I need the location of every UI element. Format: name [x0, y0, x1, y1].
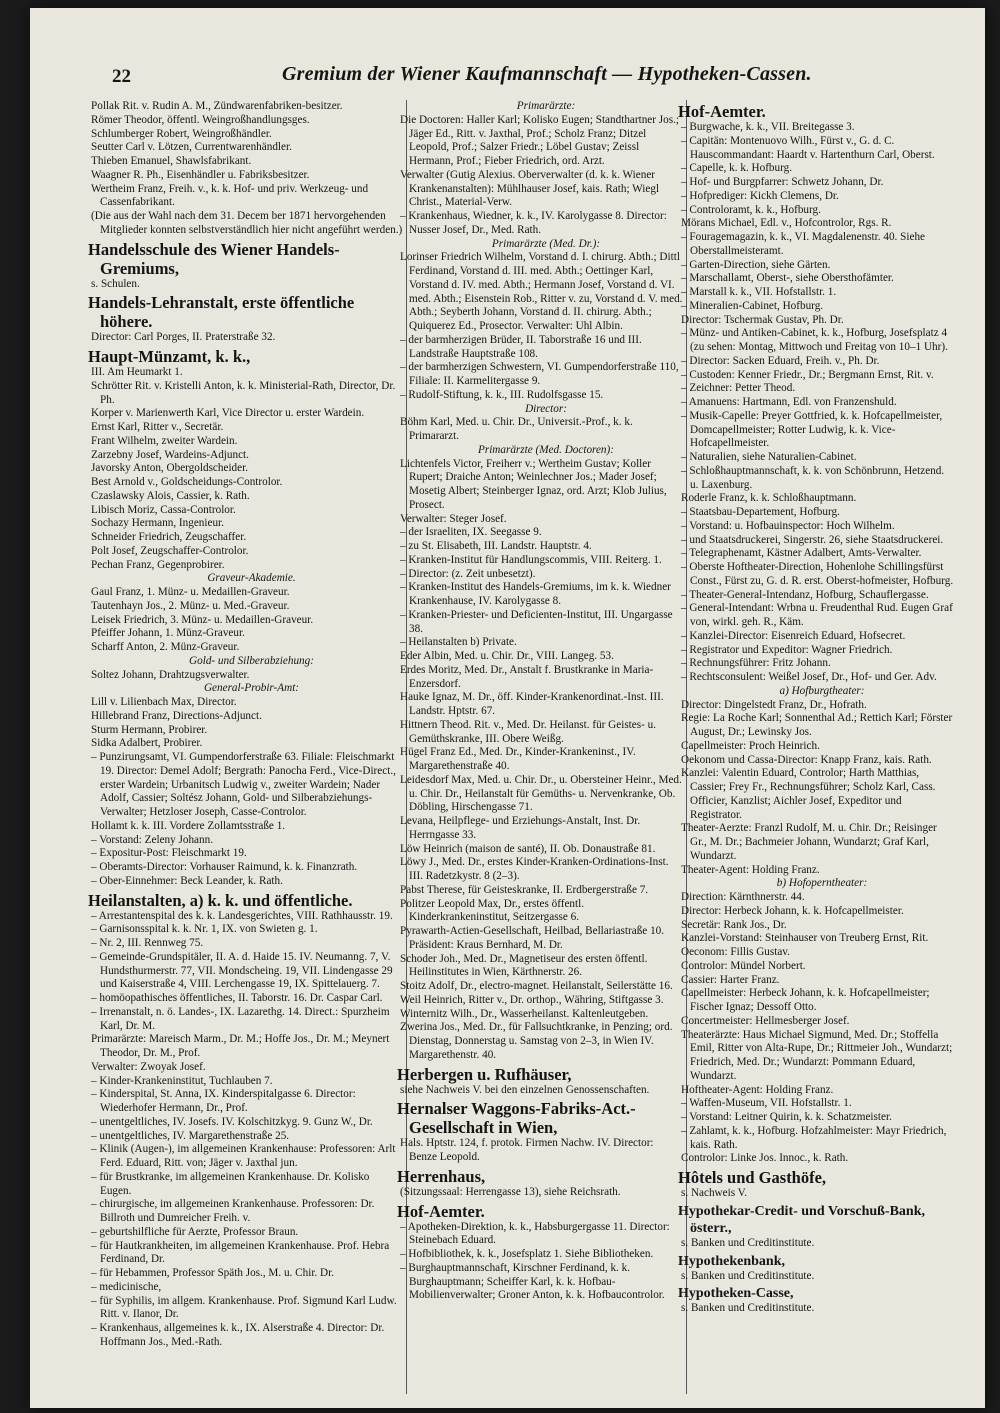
directory-entry: – Klinik (Augen-), im allgemeinen Krankenhause: Professoren: Arlt Ferd. Eduard, Ritt. von; Jäger v. Jaxthal jun. — [91, 1143, 396, 1169]
directory-note: Ernst Karl, Ritter v., Secretär. — [91, 421, 224, 433]
directory-entry: Theaterärzte: Haus Michael Sigmund, Med. Dr.; Stoffella Emil, Ritter von Alta-Rupe, Dr.; Rittmeier Joh., Wundarzt; Friedrich, Med. Dr.; Wundarzt: Pommann Eduard, Wundarzt. — [681, 1028, 953, 1082]
section-heading: Hof-Aemter. — [397, 1201, 485, 1221]
directory-entry: Stoitz Adolf, Dr., electro-magnet. Heilanstalt, Seilerstätte 16. — [400, 980, 673, 992]
directory-entry: Lorinser Friedrich Wilhelm, Vorstand d. I. chirurg. Abth.; Dittl Ferdinand, Vorstand d. III. med. Abth.; Oettinger Karl, Vorstand d. IV. med. Abth.; Hermann Josef, Vorstand d. VI. med. Abth.; Eisenstein Rob., Ritter v. zu, Vorstand d. V. med. Abth.; Seyberth Johann, Vorstand d. II. chirurg. Abth.; Quiquerez Ed., Prosector. Verwalter: Uhl Albin. — [400, 251, 683, 332]
directory-note: Seutter Carl v. Lötzen, Currentwarenhändler. — [91, 141, 292, 154]
directory-entry: Theater-Agent: Holding Franz. — [681, 863, 820, 876]
directory-entry: Schoder Joh., Med. Dr., Magnetiseur des ersten öffentl. Heilinstitutes in Wien, Kärthnerstr. 26. — [400, 952, 648, 979]
directory-note: Frant Wilhelm, zweiter Wardein. — [91, 434, 238, 447]
directory-entry: – Mineralien-Cabinet, Hofburg. — [681, 299, 824, 312]
directory-entry: Löwy J., Med. Dr., erstes Kinder-Kranken-Ordinations-Inst. III. Radetzkystr. 8 (2–3). — [400, 856, 669, 882]
directory-entry: – Capelle, k. k. Hofburg. — [681, 162, 793, 175]
directory-entry: Verwalter (Gutig Alexius. Oberverwalter (d. k. k. Wiener Krankenanstalten): Mühlhauser Josef, kais. Rath; Wiegl Christ., Material-Verw. — [400, 168, 660, 209]
directory-entry: Die Doctoren: Haller Karl; Kolisko Eugen; Standthartner Jos.; Jäger Ed., Ritt. v. Jaxthal, Prof.; Scholz Franz; Ditzel Leopold, Prof.; Salzer Friedr.; Löbel Gustav; Zeissl Hermann, Prof.; Fieber Friedrich, ord. Arzt. — [400, 113, 679, 167]
directory-entry: Lichtenfels Victor, Freiherr v.; Wertheim Gustav; Koller Rupert; Draiche Anton; Weinlechner Jos.; Mader Josef; Mosetig Albert; Steinberger Ignaz, ord. Arzt; Klob Julius, Prosect. — [400, 457, 667, 511]
directory-entry: Director: Tschermak Gustav, Ph. Dr. — [681, 313, 844, 326]
directory-note: Lill v. Lilienbach Max, Director. — [91, 696, 237, 708]
directory-entry: – Zeichner: Petter Theod. — [681, 382, 796, 395]
directory-note: Tautenhayn Jos., 2. Münz- u. Med.-Graveur. — [91, 599, 290, 612]
directory-entry: – Controloramt, k. k., Hofburg. — [681, 203, 821, 216]
directory-entry: Hauke Ignaz, M. Dr., öff. Kinder-Krankenordinat.-Inst. III. Landstr. Hptstr. 67. — [400, 691, 664, 717]
directory-note: Soltez Johann, Drahtzugsverwalter. — [91, 668, 250, 681]
directory-note: Sochazy Hermann, Ingenieur. — [91, 517, 224, 530]
directory-entry: Löw Heinrich (maison de santé), II. Ob. Donaustraße 81. — [400, 842, 656, 855]
directory-note: Wertheim Franz, Freih. v., k. k. Hof- und priv. Werkzeug- und Cassenfabrikant. — [91, 182, 369, 209]
directory-entry: – Director: (z. Zeit unbesetzt). — [400, 567, 536, 580]
directory-entry: – für Hebammen, Professor Späth Jos., M. u. Chir. Dr. — [91, 1267, 334, 1279]
subheading: a) Hofburgtheater: — [779, 684, 865, 697]
directory-entry: Verwalter: Zwoyak Josef. — [91, 1060, 206, 1073]
directory-note: siehe Nachweis V. bei den einzelnen Genossenschaften. — [400, 1083, 650, 1096]
directory-entry: – Oberste Hoftheater-Direction, Hohenlohe Schillingsfürst Const., Fürst zu, G. d. R. erst. Oberst-hofmeister, Hofburg. — [681, 561, 954, 587]
directory-entry: – Hofbibliothek, k. k., Josefsplatz 1. Siehe Bibliotheken. — [400, 1248, 654, 1260]
directory-entry: Oekonom und Cassa-Director: Knapp Franz, kais. Rath. — [681, 753, 932, 766]
directory-note: Pechan Franz, Gegenprobirer. — [91, 558, 225, 571]
directory-entry: – Münz- und Antiken-Cabinet, k. k., Hofburg, Josefsplatz 4 (zu sehen: Montag, Mittwoch und Freitag von 10–1 Uhr). — [681, 327, 948, 353]
directory-note: Thieben Emanuel, Shawlsfabrikant. — [91, 155, 252, 167]
directory-entry: – Custoden: Kenner Friedr., Dr.; Bergmann Ernst, Rit. v. — [681, 368, 934, 381]
directory-entry: Capellmeister: Herbeck Johann, k. k. Hofcapellmeister; Fischer Ignaz; Dessoff Otto. — [681, 987, 930, 1013]
directory-note: Leisek Friedrich, 3. Münz- u. Medaillen-Graveur. — [91, 613, 314, 626]
directory-entry: – der barmherzigen Brüder, II. Taborstraße 16 und III. Landstraße Hauptstraße 108. — [400, 333, 642, 360]
directory-entry: Mörans Michael, Edl. v., Hofcontrolor, Rgs. R. — [681, 217, 892, 230]
column-right — [678, 100, 954, 1396]
directory-entry: – für Hautkrankheiten, im allgemeinen Krankenhause. Prof. Hebra Ferdinand, Dr. — [91, 1239, 390, 1266]
directory-entry: – General-Intendant: Wrbna u. Freudenthal Rud. Eugen Graf von, wirkl. geh. R., Käm. — [681, 602, 953, 628]
directory-entry: Controlor: Mündel Norbert. — [681, 959, 806, 972]
section-heading: Heilanstalten, a) k. k. und öffentliche. — [88, 890, 353, 910]
directory-entry: Weil Heinrich, Ritter v., Dr. orthop., Währing, Stiftgasse 3. — [400, 993, 664, 1006]
section-heading: Haupt-Münzamt, k. k., — [88, 347, 251, 366]
directory-entry: – Rechnungsführer: Fritz Johann. — [681, 657, 831, 670]
directory-entry: – Marstall k. k., VII. Hofstallstr. 1. — [681, 286, 837, 298]
directory-note: Gaul Franz, 1. Münz- u. Medaillen-Graveur. — [91, 586, 290, 598]
directory-entry: – Burgwache, k. k., VII. Breitegasse 3. — [681, 121, 855, 133]
directory-note: Hals. Hptstr. 124, f. protok. Firmen Nachw. IV. Director: Benze Leopold. — [400, 1137, 654, 1163]
directory-entry: – Heilanstalten b) Private. — [400, 636, 517, 649]
directory-entry: – Fouragemagazin, k. k., VI. Magdalenenstr. 40. Siehe Oberstallmeisteramt. — [681, 231, 925, 257]
directory-note: Javorsky Anton, Obergoldscheider. — [91, 462, 249, 475]
directory-entry: – Marschallamt, Oberst-, siehe Obersthofämter. — [681, 272, 894, 285]
directory-entry: – unentgeltliches, IV. Josefs. IV. Kolschitzkyg. 9. Gunz W., Dr. — [91, 1115, 373, 1128]
directory-entry: Concertmeister: Hellmesberger Josef. — [681, 1014, 850, 1027]
directory-note: Waagner R. Ph., Eisenhändler u. Fabriksbesitzer. — [91, 168, 310, 181]
directory-entry: Roderle Franz, k. k. Schloßhauptmann. — [681, 492, 857, 505]
directory-entry: Hittnern Theod. Rit. v., Med. Dr. Heilanst. für Geistes- u. Gemüthskranke, III. Obere Weißg. — [400, 718, 657, 745]
directory-entry: Böhm Karl, Med. u. Chir. Dr., Universit.-Prof., k. k. Primararzt. — [400, 416, 633, 442]
directory-entry: – der Israeliten, IX. Seegasse 9. — [400, 526, 542, 539]
subheading: Primarärzte (Med. Dr.): — [491, 237, 601, 250]
directory-entry: – Schloßhauptmannschaft, k. k. von Schönbrunn, Hetzend. u. Laxenburg. — [681, 464, 945, 491]
directory-entry: – homöopathisches öffentliches, II. Taborstr. 16. Dr. Caspar Carl. — [91, 992, 383, 1004]
directory-note: Korper v. Marienwerth Karl, Vice Director u. erster Wardein. — [91, 407, 365, 420]
directory-entry: – geburtshilfliche für Aerzte, Professor Braun. — [91, 1225, 299, 1238]
directory-entry: – Naturalien, siehe Naturalien-Cabinet. — [681, 451, 857, 463]
directory-note: Römer Theodor, öffentl. Weingroßhandlungsges. — [91, 113, 310, 126]
directory-entry: – Hof- und Burgpfarrer: Schwetz Johann, Dr. — [681, 176, 884, 188]
subheading: Graveur-Akademie. — [207, 572, 296, 585]
directory-entry: Direction: Kärnthnerstr. 44. — [681, 891, 805, 903]
directory-note: (Sitzungssaal: Herrengasse 13), siehe Reichsrath. — [400, 1185, 621, 1198]
section-heading: Handelsschule des Wiener Handels-Gremiums, — [88, 239, 340, 278]
subheading: Primarärzte: — [516, 100, 576, 112]
directory-note: s. Schulen. — [91, 277, 140, 290]
directory-entry: Hügel Franz Ed., Med. Dr., Kinder-Krankeninst., IV. Margarethenstraße 40. — [400, 746, 636, 772]
directory-entry: – Oberamts-Director: Vorhauser Raimund, k. k. Finanzrath. — [91, 861, 358, 873]
directory-entry: – Kranken-Priester- und Deficienten-Institut, III. Ungargasse 38. — [400, 608, 673, 635]
directory-note: Polt Josef, Zeugschaffer-Controlor. — [91, 544, 249, 557]
directory-note: III. Am Heumarkt 1. — [91, 366, 183, 378]
directory-entry: – Apotheken-Direktion, k. k., Habsburgergasse 11. Director: Steinebach Eduard. — [400, 1220, 670, 1247]
directory-entry: Kanzlei-Vorstand: Steinhauser von Treuberg Ernst, Rit. — [681, 932, 929, 945]
directory-entry: – Waffen-Museum, VII. Hofstallstr. 1. — [681, 1097, 852, 1110]
directory-note: Hillebrand Franz, Directions-Adjunct. — [91, 709, 262, 722]
directory-note: Sidka Adalbert, Probirer. — [91, 737, 203, 750]
directory-entry: – chirurgische, im allgemeinen Krankenhause. Professoren: Dr. Billroth und Dumreicher Freih. v. — [91, 1198, 375, 1224]
directory-note: Czaslawsky Alois, Cassier, k. Rath. — [91, 489, 250, 502]
column-left — [88, 100, 403, 1396]
directory-note: Schlumberger Robert, Weingroßhändler. — [91, 127, 272, 140]
directory-entry: Pabst Therese, für Geisteskranke, II. Erdbergerstraße 7. — [400, 883, 649, 896]
directory-note: s. Nachweis V. — [681, 1187, 748, 1199]
section-heading: Hof-Aemter. — [678, 102, 766, 121]
directory-entry: Pollak Rit. v. Rudin A. M., Zündwarenfabriken-besitzer. — [91, 100, 343, 112]
subheading: b) Hofoperntheater: — [776, 877, 868, 890]
section-heading: Herrenhaus, — [397, 1166, 486, 1186]
directory-note: s. Banken und Creditinstitute. — [681, 1236, 815, 1249]
directory-entry: Cassier: Harter Franz. — [681, 973, 780, 986]
directory-entry: – medicinische, — [91, 1280, 162, 1293]
section-heading: Herbergen u. Rufhäuser, — [397, 1064, 572, 1084]
directory-entry: – Kinder-Krankeninstitut, Tuchlauben 7. — [91, 1074, 273, 1087]
directory-entry: – Zahlamt, k. k., Hofburg. Hofzahlmeister: Mayr Friedrich, kais. Rath. — [681, 1124, 947, 1151]
directory-entry: – Krankenhaus, Wiedner, k. k., IV. Karolygasse 8. Director: Nusser Josef, Dr., Med. Rath. — [400, 210, 667, 236]
directory-entry: – Vorstand: u. Hofbauinspector: Hoch Wilhelm. — [681, 519, 895, 532]
directory-entry: Verwalter: Steger Josef. — [400, 512, 507, 525]
section-heading: Hypothekar-Credit- und Vorschuß-Bank, österr., — [678, 1203, 926, 1236]
directory-entry: Secretär: Rank Jos., Dr. — [681, 918, 787, 931]
section-heading: Handels-Lehranstalt, erste öffentliche höhere. — [88, 293, 355, 332]
directory-entry: Winternitz Wilh., Dr., Wasserheilanst. Kaltenleutgeben. — [400, 1007, 649, 1020]
subheading: Gold- und Silberabziehung: — [189, 654, 314, 667]
directory-note: s. Banken und Creditinstitute. — [681, 1269, 815, 1282]
directory-entry: – Vorstand: Leitner Quirin, k. k. Schatzmeister. — [681, 1111, 892, 1123]
directory-entry: – Amanuens: Hartmann, Edl. von Franzenshuld. — [681, 396, 897, 408]
directory-entry: – Telegraphenamt, Kästner Adalbert, Amts-Verwalter. — [681, 547, 922, 560]
directory-entry: Theater-Aerzte: Franzl Rudolf, M. u. Chir. Dr.; Reisinger Gr., M. Dr.; Bachmeier Johann, Wundarzt; Graf Karl, Wundarzt. — [681, 822, 937, 862]
directory-entry: – Capitän: Montenuovo Wilh., Fürst v., G. d. C. Hauscommandant: Haardt v. Hartenthurn Carl, Oberst. — [681, 134, 935, 161]
directory-entry: – Krankenhaus, allgemeines k. k., IX. Alserstraße 4. Director: Dr. Hoffmann Jos., Med.-Rath. — [91, 1322, 385, 1348]
directory-entry: Levana, Heilpflege- und Erziehungs-Anstalt, Inst. Dr. Herrngasse 33. — [400, 815, 641, 841]
directory-entry: – Kranken-Institut für Handlungscommis, VIII. Reiterg. 1. — [400, 553, 662, 566]
subheading: General-Probir-Amt: — [203, 682, 300, 695]
subheading: Primarärzte (Med. Doctoren): — [478, 443, 614, 456]
directory-entry: – Kinderspital, St. Anna, IX. Kinderspitalgasse 6. Director: Wiederhofer Hermann, Dr., Prof. — [91, 1088, 356, 1114]
directory-entry: – der barmherzigen Schwestern, VI. Gumpendorferstraße 110, Filiale: II. Karmelitergasse 9. — [400, 361, 679, 387]
directory-entry: – Punzirungsamt, VI. Gumpendorferstraße 63. Filiale: Fleischmarkt 19. Director: Demel Adolf; Bergrath: Panocha Ferd., Vice-Direct., erster Wardein; Urbanitsch Ludwig v., zweiter Wardein; Nader Adolf, Cassier; Soltész Johann, Gold- und Silberabziehungs-Verwalter; Hetzloser Joseph, Casse-Controlor. — [91, 751, 396, 818]
directory-entry: Capellmeister: Proch Heinrich. — [681, 739, 820, 752]
directory-note: Director: Carl Porges, II. Praterstraße 32. — [91, 331, 276, 344]
directory-entry: – für Syphilis, im allgem. Krankenhause. Prof. Sigmund Karl Ludw. Ritt. v. Ilanor, Dr. — [91, 1294, 397, 1321]
page-number: 22 — [112, 66, 131, 87]
section-heading: Hypothekenbank, — [678, 1253, 785, 1269]
directory-entry: – Arrestantenspital des k. k. Landesgerichtes, VIII. Rathhausstr. 19. — [91, 909, 393, 922]
section-heading: Hernalser Waggons-Fabriks-Act.-Gesellschaft in Wien, — [397, 1099, 636, 1138]
directory-entry: – Hofprediger: Kickh Clemens, Dr. — [681, 189, 839, 202]
directory-note: Schrötter Rit. v. Kristelli Anton, k. k. Ministerial-Rath, Director, Dr. Ph. — [91, 379, 396, 406]
directory-entry: – Rudolf-Stiftung, k. k., III. Rudolfsgasse 15. — [400, 388, 604, 401]
directory-note: Schneider Friedrich, Zeugschaffer. — [91, 531, 247, 543]
directory-entry: Primarärzte: Mareisch Marm., Dr. M.; Hoffe Jos., Dr. M.; Meynert Theodor, Dr. M., Prof. — [91, 1033, 390, 1059]
directory-entry: Politzer Leopold Max, Dr., erstes öffentl. Kinderkrankeninstitut, Seitzergasse 6. — [400, 897, 585, 924]
directory-entry: Zwerina Jos., Med. Dr., für Fallsuchtkranke, in Penzing; ord. Dienstag, Donnerstag u. Samstag von 2–3, in Wien IV. Margarethenstr. 40. — [400, 1021, 673, 1061]
directory-entry: – Musik-Capelle: Preyer Gottfried, k. k. Hofcapellmeister, Domcapellmeister; Rotter Ludwig, k. k. Vice-Hofcapellmeister. — [681, 409, 943, 450]
directory-note: s. Banken und Creditinstitute. — [681, 1302, 815, 1315]
directory-note: (Die aus der Wahl nach dem 31. Decem ber 1871 hervorgehenden Mitglieder konnten selbstverständlich hier nicht angeführt werden.) — [91, 210, 403, 236]
directory-note: Best Arnold v., Goldscheidungs-Controlor. — [91, 476, 283, 488]
directory-entry: – Rechtsconsulent: Weißel Josef, Dr., Hof- und Ger. Adv. — [681, 671, 937, 683]
subheading: Director: — [525, 402, 567, 415]
directory-entry: – Theater-General-Intendanz, Hofburg, Schauflergasse. — [681, 588, 929, 601]
section-heading: Hypotheken-Casse, — [678, 1286, 794, 1302]
directory-entry: Kanzlei: Valentin Eduard, Controlor; Harth Matthias, Cassier; Frey Fr., Rechnungsführer; Scholz Karl, Cass. Officier, Kanzlist; Aichler Josef, Expeditor und Registrator. — [681, 767, 936, 821]
directory-entry: Pyrawarth-Actien-Gesellschaft, Heilbad, Bellariastraße 10. Präsident: Kraus Bernhard, M. Dr. — [400, 925, 665, 951]
directory-entry: – zu St. Elisabeth, III. Landstr. Hauptstr. 4. — [400, 540, 592, 552]
directory-entry: – unentgeltliches, IV. Margarethenstraße 25. — [91, 1129, 290, 1142]
page-header — [30, 60, 985, 100]
directory-entry: – Staatsbau-Departement, Hofburg. — [681, 506, 840, 518]
directory-note: Sturm Hermann, Probirer. — [91, 723, 208, 736]
directory-entry: – Nr. 2, III. Rennweg 75. — [91, 937, 204, 949]
directory-entry: – Kranken-Institut des Handels-Gremiums, im k. k. Wiedner Krankenhause, IV. Karolygasse 8. — [400, 581, 671, 607]
directory-entry: Regie: La Roche Karl; Sonnenthal Ad.; Rettich Karl; Förster August, Dr.; Lewinsky Jos. — [681, 712, 953, 738]
column-middle — [397, 100, 683, 1396]
directory-entry: – Vorstand: Zeleny Johann. — [91, 833, 214, 846]
section-heading: Hôtels und Gasthöfe, — [678, 1168, 827, 1187]
directory-entry: – Garnisonsspital k. k. Nr. 1, IX. von Swieten g. 1. — [91, 923, 318, 936]
directory-entry: – Kanzlei-Director: Eisenreich Eduard, Hofsecret. — [681, 629, 906, 642]
directory-entry: – Director: Sacken Eduard, Freih. v., Ph. Dr. — [681, 354, 880, 367]
directory-note: Scharff Anton, 2. Münz-Graveur. — [91, 641, 240, 653]
directory-entry: – Gemeinde-Grundspitäler, II. A. d. Haide 15. IV. Neumanng. 7, V. Hundsthurmerstr. 77, VII. Mondscheing. 19, VII. Lindengasse 29 und Kaiserstraße 4, VIII. Lerchengasse 19, IX. Spittelauerg. 7. — [91, 950, 393, 991]
running-title: Gremium der Wiener Kaufmannschaft — Hypotheken-Cassen. — [282, 63, 812, 85]
directory-entry: – Registrator und Expeditor: Wagner Friedrich. — [681, 643, 893, 656]
directory-entry: Hollamt k. k. III. Vordere Zollamtsstraße 1. — [91, 819, 286, 832]
directory-note: Libisch Moriz, Cassa-Controlor. — [91, 503, 236, 516]
directory-entry: – und Staatsdruckerei, Singerstr. 26, siehe Staatsdruckerei. — [681, 533, 944, 546]
directory-note: Zarzebny Josef, Wardeins-Adjunct. — [91, 448, 249, 461]
directory-entry: Eder Albin, Med. u. Chir. Dr., VIII. Langeg. 53. — [400, 650, 614, 662]
directory-page — [30, 8, 985, 1408]
directory-entry: – Irrenanstalt, n. ö. Landes-, IX. Lazarethg. 14. Direct.: Spurzheim Karl, Dr. M. — [91, 1005, 390, 1032]
directory-entry: Erdes Moritz, Med. Dr., Anstalt f. Brustkranke in Maria-Enzersdorf. — [400, 663, 654, 690]
directory-note: Pfeiffer Johann, 1. Münz-Graveur. — [91, 627, 245, 640]
directory-entry: Controlor: Linke Jos. Innoc., k. Rath. — [681, 1152, 849, 1165]
directory-entry: – Expositur-Post: Fleischmarkt 19. — [91, 847, 247, 860]
directory-entry: Hoftheater-Agent: Holding Franz. — [681, 1083, 834, 1096]
directory-entry: – Garten-Direction, siehe Gärten. — [681, 258, 831, 271]
directory-entry: Oeconom: Fillis Gustav. — [681, 946, 790, 958]
directory-entry: – für Brustkranke, im allgemeinen Krankenhause. Dr. Kolisko Eugen. — [91, 1170, 370, 1197]
directory-entry: Director: Herbeck Johann, k. k. Hofcapellmeister. — [681, 904, 904, 917]
directory-entry: – Burghauptmannschaft, Kirschner Ferdinand, k. k. Burghauptmann; Scheiffer Karl, k. k. Hofbau-Mobilienverwalter; Groner Anton, k. k. Hofbaucontrolor. — [400, 1261, 665, 1302]
directory-entry: – Ober-Einnehmer: Beck Leander, k. Rath. — [91, 874, 283, 887]
directory-entry: Leidesdorf Max, Med. u. Chir. Dr., u. Obersteiner Heinr., Med. u. Chir. Dr., Heilanstalt für Gemüths- u. Nervenkranke, Ob. Döbling, Hirschengasse 71. — [400, 773, 682, 814]
directory-entry: Director: Dingelstedt Franz, Dr., Hofrath. — [681, 698, 867, 711]
